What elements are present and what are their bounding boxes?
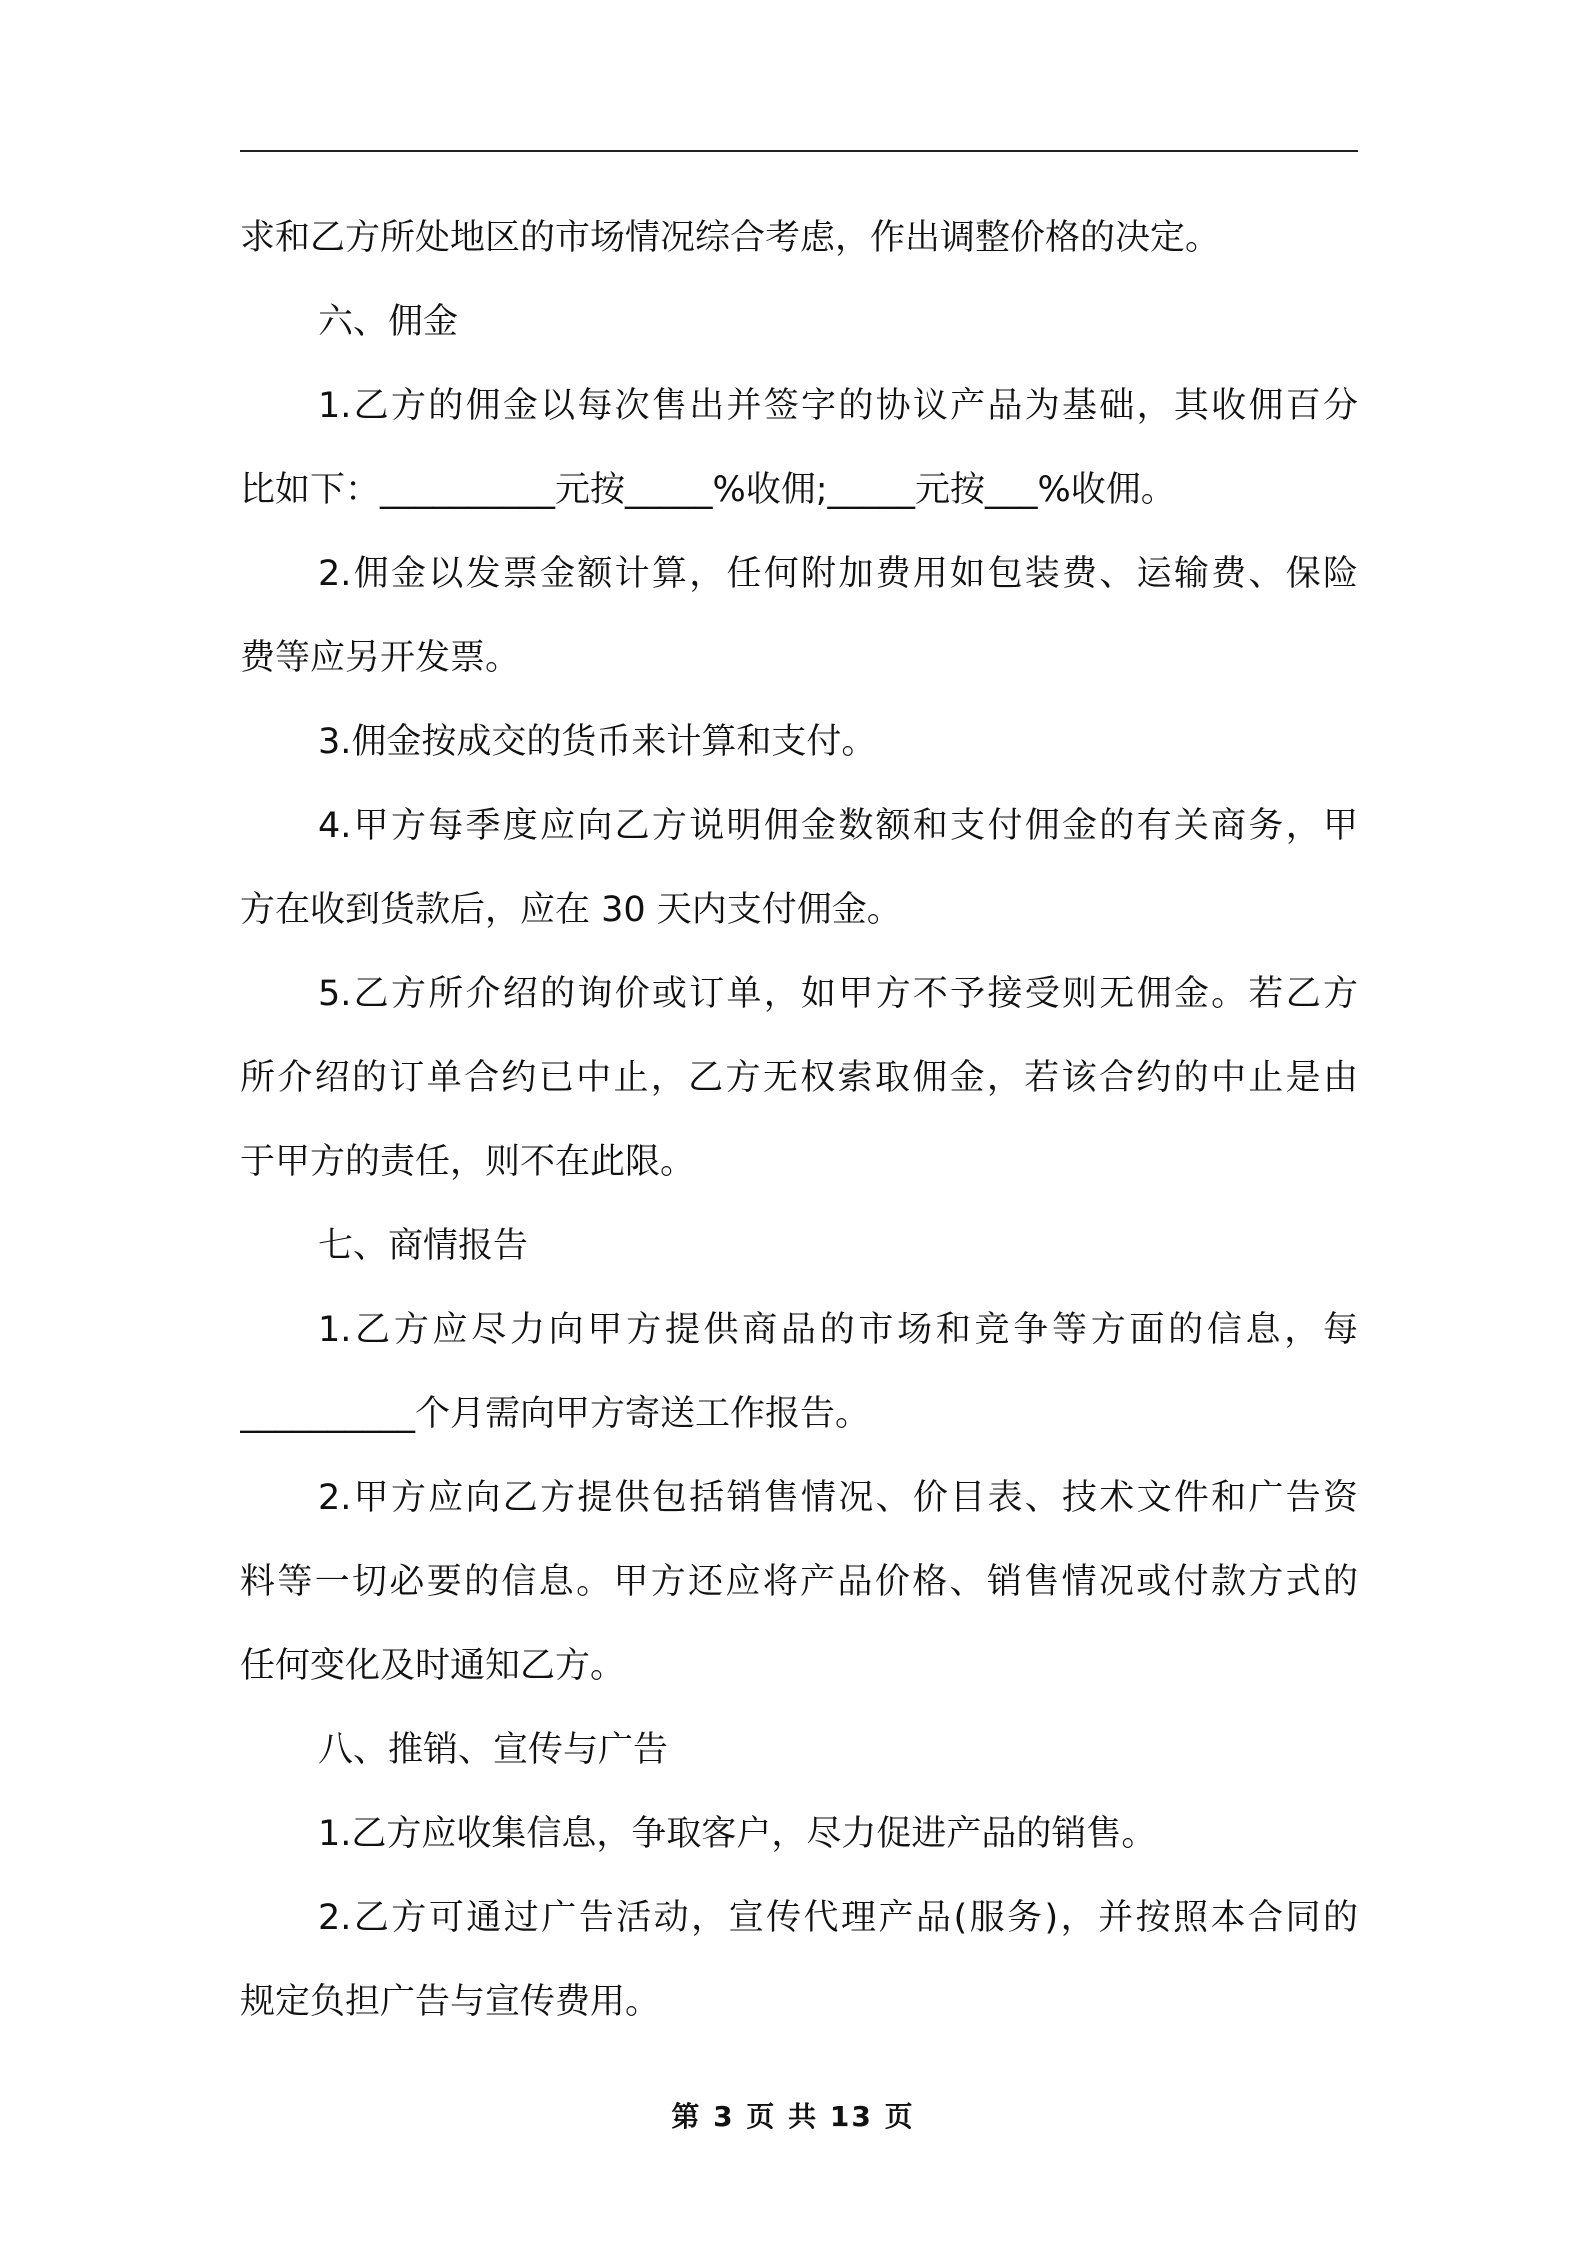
header-rule — [240, 150, 1358, 152]
text-line-11: 所介绍的订单合约已中止，乙方无权索取佣金，若该合约的中止是由 — [240, 1058, 1358, 1098]
text-line-18: 任何变化及时通知乙方。 — [240, 1646, 626, 1686]
text-line-4: 比如下：__________元按_____%收佣;_____元按___%收佣。 — [240, 470, 1176, 510]
text-line-10: 5.乙方所介绍的询价或订单，如甲方不予接受则无佣金。若乙方 — [318, 974, 1358, 1014]
section-heading-promotion: 八、推销、宣传与广告 — [318, 1730, 669, 1770]
text-line-7: 3.佣金按成交的货币来计算和支付。 — [318, 722, 877, 762]
text-line-14: 1.乙方应尽力向甲方提供商品的市场和竞争等方面的信息，每 — [318, 1310, 1358, 1350]
text-line-8: 4.甲方每季度应向乙方说明佣金数额和支付佣金的有关商务，甲 — [318, 806, 1358, 846]
text-line-9: 方在收到货款后，应在 30 天内支付佣金。 — [240, 890, 902, 930]
section-heading-commission: 六、佣金 — [318, 302, 459, 342]
text-line-16: 2.甲方应向乙方提供包括销售情况、价目表、技术文件和广告资 — [318, 1478, 1358, 1518]
text-line-20: 1.乙方应收集信息，争取客户，尽力促进产品的销售。 — [318, 1814, 1157, 1854]
text-line-3: 1.乙方的佣金以每次售出并签字的协议产品为基础，其收佣百分 — [318, 386, 1358, 426]
text-line-15: __________个月需向甲方寄送工作报告。 — [240, 1394, 871, 1434]
text-line-21: 2.乙方可通过广告活动，宣传代理产品(服务)，并按照本合同的 — [318, 1898, 1358, 1938]
section-heading-market-report: 七、商情报告 — [318, 1226, 529, 1266]
document-body — [240, 196, 1358, 2044]
text-line-1: 求和乙方所处地区的市场情况综合考虑，作出调整价格的决定。 — [240, 218, 1221, 258]
text-line-22: 规定负担广告与宣传费用。 — [240, 1982, 661, 2022]
text-line-5: 2.佣金以发票金额计算，任何附加费用如包装费、运输费、保险 — [318, 554, 1358, 594]
text-line-17: 料等一切必要的信息。甲方还应将产品价格、销售情况或付款方式的 — [240, 1562, 1358, 1602]
text-line-12: 于甲方的责任，则不在此限。 — [240, 1142, 696, 1182]
page-number: 第 3 页 共 13 页 — [671, 2100, 915, 2133]
text-line-6: 费等应另开发票。 — [240, 638, 521, 678]
